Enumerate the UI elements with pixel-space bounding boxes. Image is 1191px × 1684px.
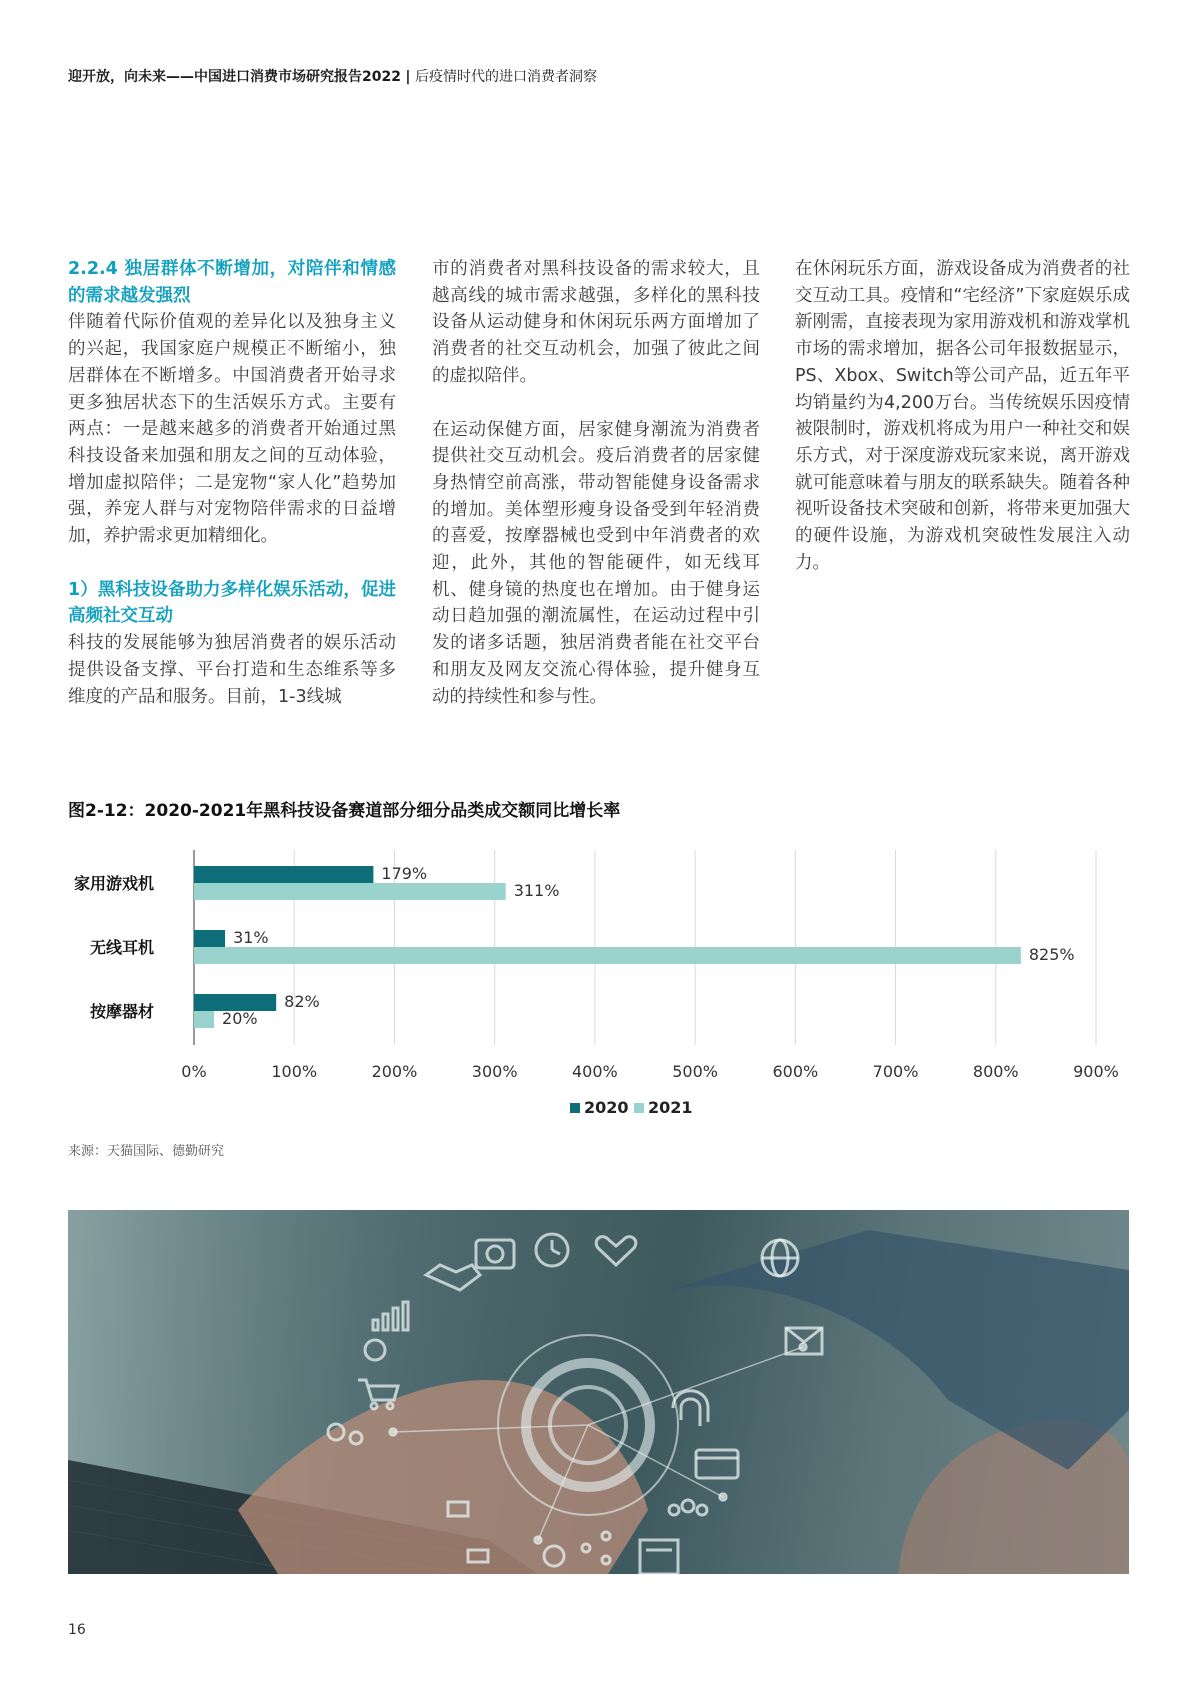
text-column-3 [795,256,1130,576]
data-label: 311% [513,881,560,900]
paragraph: 科技的发展能够为独居消费者的娱乐活动提供设备支撑、平台打造和生态维系等多维度的产品和服务。目前，1-3线城 [68,633,396,707]
bar-chart [0,835,1191,1125]
paragraph: 在休闲玩乐方面，游戏设备成为消费者的社交互动工具。疫情和“宅经济”下家庭娱乐成新刚需，直接表现为家用游戏机和游戏掌机市场的需求增加，据各公司年报数据显示，PS、Xbox、Switch等公司产品，近五年平均销量约为4,200万台。当传统娱乐因疫情被限制时，游戏机将成为用户一种社交和娱乐方式，对于深度游戏玩家来说，离开游戏就可能意味着与朋友的联系缺失。随着各种视听设备技术突破和创新，将带来更加强大的硬件设施，为游戏机突破性发展注入动力。 [795,259,1130,573]
report-subtitle: 后疫情时代的进口消费者洞察 [415,69,597,85]
report-header [68,66,597,86]
bar-2020 [194,866,373,883]
category-label: 家用游戏机 [73,874,154,893]
figure-title: 图2-12：2020-2021年黑科技设备赛道部分细分品类成交额同比增长率 [68,801,621,821]
header-separator: | [405,69,411,85]
data-label: 31% [233,928,269,947]
x-tick-label: 700% [872,1062,919,1081]
report-title: 迎开放，向未来——中国进口消费市场研究报告2022 [68,69,401,85]
paragraph: 在运动保健方面，居家健身潮流为消费者提供社交互动机会。疫后消费者的居家健身热情空前高涨，带动智能健身设备需求的增加。美体塑形瘦身设备受到年轻消费的喜爱，按摩器械也受到中年消费者的欢迎，此外，其他的智能硬件，如无线耳机、健身镜的热度也在增加。由于健身运动日趋加强的潮流属性，在运动过程中引发的诸多话题，独居消费者能在社交平台和朋友及网友交流心得体验，提升健身互动的持续性和参与性。 [432,419,760,707]
legend-label-2021: 2021 [648,1098,693,1117]
legend-label-2020: 2020 [584,1098,629,1117]
data-label: 20% [222,1009,258,1028]
x-tick-label: 900% [1073,1062,1119,1081]
x-tick-label: 0% [181,1062,207,1081]
x-tick-label: 300% [471,1062,518,1081]
bar-2021 [194,947,1021,964]
x-tick-label: 100% [271,1062,318,1081]
section-heading: 2.2.4 独居群体不断增加，对陪伴和情感的需求越发强烈 [68,259,396,306]
x-tick-label: 600% [772,1062,819,1081]
paragraph: 市的消费者对黑科技设备的需求较大，且越高线的城市需求越强，多样化的黑科技设备从运动健身和休闲玩乐两方面增加了消费者的社交互动机会，加强了彼此之间的虚拟陪伴。 [432,259,760,386]
tech-icons-overlay [68,1210,1129,1574]
bar-2021 [194,883,506,900]
text-column-1 [68,256,396,710]
paragraph: 伴随着代际价值观的差异化以及独身主义的兴起，我国家庭户规模正不断缩小，独居群体在不断增多。中国消费者开始寻求更多独居状态下的生活娱乐方式。主要有两点：一是越来越多的消费者开始通过黑科技设备来加强和朋友之间的互动体验，增加虚拟陪伴；二是宠物“家人化”趋势加强，养宠人群与对宠物陪伴需求的日益增加，养护需求更加精细化。 [68,312,396,547]
bar-2020 [194,930,225,947]
data-label: 179% [381,864,428,883]
subsection-heading: 1）黑科技设备助力多样化娱乐活动，促进高频社交互动 [68,579,396,627]
data-label: 82% [284,992,320,1011]
figure-source: 来源：天猫国际、德勤研究 [68,1144,225,1159]
category-label: 无线耳机 [89,938,154,957]
category-label: 按摩器材 [89,1002,154,1021]
x-tick-label: 400% [572,1062,618,1081]
hands-on-keyboard-photo [68,1210,1129,1574]
page-number: 16 [68,1622,86,1638]
bar-2021 [194,1011,214,1028]
data-label: 825% [1028,945,1075,964]
x-tick-label: 500% [672,1062,718,1081]
x-tick-label: 200% [371,1062,418,1081]
text-column-2 [432,256,760,710]
legend-swatch-2020 [570,1103,580,1113]
x-tick-label: 800% [972,1062,1019,1081]
legend-swatch-2021 [634,1103,644,1113]
